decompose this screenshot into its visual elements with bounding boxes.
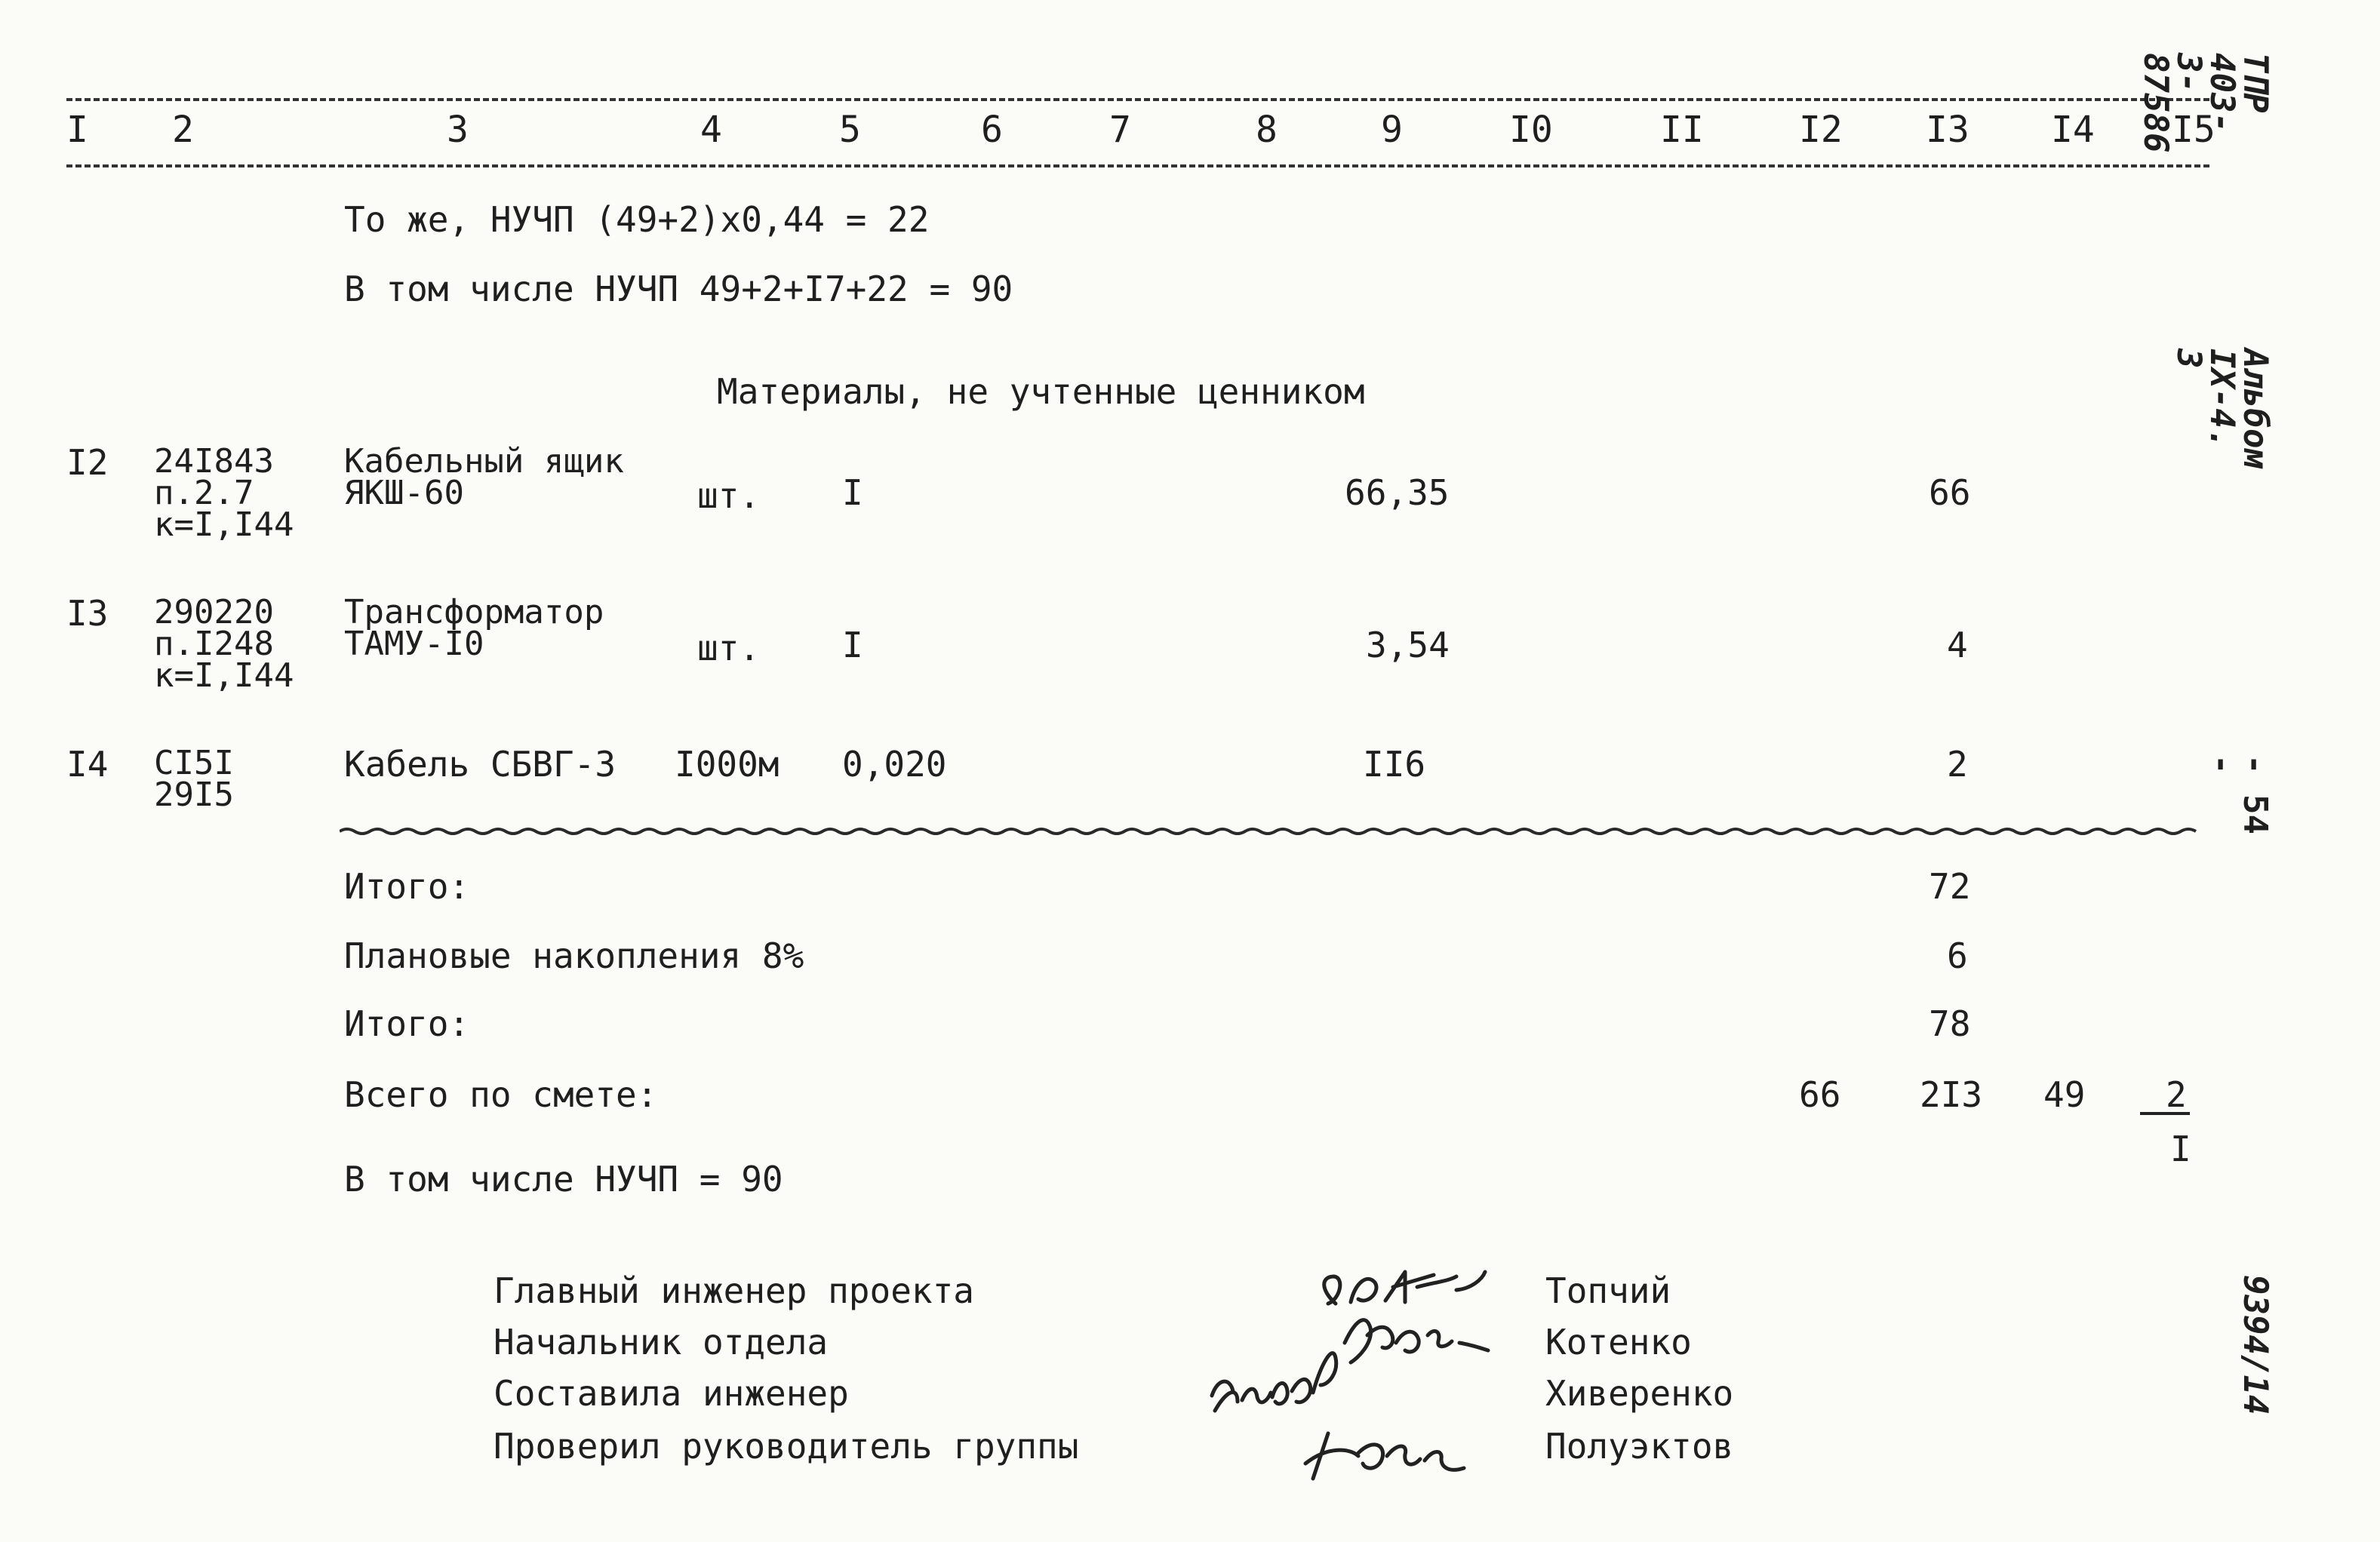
- role-group-leader: Проверил руководитель группы: [494, 1426, 1079, 1467]
- column-number-3: 3: [447, 109, 469, 151]
- estimate-total-col13: 2I3: [1920, 1074, 1983, 1115]
- summary-separator: [340, 824, 2203, 839]
- margin-page-number: - 54 -: [2203, 754, 2274, 834]
- header-bottom-rule: [66, 164, 2209, 167]
- margin-inventory-number: 9394/14: [2236, 1275, 2274, 1415]
- row-name-line: Трансформатор: [344, 593, 604, 631]
- name-topchiy: Топчий: [1545, 1270, 1671, 1311]
- row-price: 66,35: [1345, 472, 1450, 513]
- column-number-1: I: [66, 109, 88, 151]
- row-name-line: Кабель СБВГ-3: [344, 744, 617, 785]
- row-name-line: Кабельный ящик: [344, 442, 624, 481]
- row-number: I4: [66, 744, 109, 785]
- same-nuchp-line: То же, НУЧП (49+2)х0,44 = 22: [344, 199, 930, 240]
- row-total: 2: [1947, 744, 1968, 785]
- row-code-line: 290220: [154, 593, 274, 631]
- row-unit: I000м: [675, 744, 779, 785]
- column-number-5: 5: [839, 109, 861, 151]
- column-number-9: 9: [1381, 109, 1403, 151]
- column-number-11: II: [1660, 109, 1704, 151]
- row-code-line: п.2.7: [154, 474, 254, 512]
- row-number: I3: [66, 593, 109, 634]
- role-department-head: Начальник отдела: [494, 1322, 829, 1362]
- estimate-total-col12: 66: [1799, 1074, 1841, 1115]
- row-code-line: п.I248: [154, 625, 274, 663]
- estimate-total-col15-top: 2: [2166, 1074, 2187, 1115]
- row-total: 4: [1947, 625, 1968, 665]
- row-qty: I: [842, 625, 863, 665]
- estimate-total-col15-bottom: I: [2170, 1129, 2191, 1169]
- column-number-15: I5: [2172, 109, 2215, 151]
- row-qty: 0,020: [842, 744, 947, 785]
- row-price: 3,54: [1366, 625, 1450, 665]
- row-code-line: к=I,I44: [154, 656, 294, 695]
- itogo-label-2: Итого:: [344, 1003, 470, 1044]
- itogo-label: Итого:: [344, 866, 470, 907]
- column-number-8: 8: [1256, 109, 1278, 151]
- column-number-10: I0: [1509, 109, 1553, 151]
- column-number-14: I4: [2051, 109, 2095, 151]
- header-top-rule: [66, 98, 2209, 101]
- planned-savings-label: Плановые накопления 8%: [344, 935, 804, 976]
- row-code-line: 29I5: [154, 776, 234, 814]
- name-poluektov: Полуэктов: [1545, 1426, 1734, 1467]
- role-chief-engineer: Главный инженер проекта: [494, 1270, 974, 1311]
- column-number-6: 6: [981, 109, 1003, 151]
- incl-nuchp-calc-line: В том числе НУЧП 49+2+I7+22 = 90: [344, 269, 1013, 309]
- itogo-value-2: 78: [1929, 1003, 1971, 1044]
- row-unit: шт.: [697, 628, 761, 668]
- row-qty: I: [842, 472, 863, 513]
- planned-savings-value: 6: [1947, 935, 1968, 976]
- row-unit: шт.: [697, 475, 761, 516]
- row-price: II6: [1363, 744, 1426, 785]
- column-number-7: 7: [1109, 109, 1131, 151]
- name-khiverenko: Хиверенко: [1545, 1373, 1734, 1414]
- column-number-13: I3: [1926, 109, 1969, 151]
- row-number: I2: [66, 442, 109, 483]
- row-total: 66: [1929, 472, 1971, 513]
- incl-nuchp-line: В том числе НУЧП = 90: [344, 1159, 783, 1200]
- fraction-line: [2140, 1112, 2190, 1115]
- column-number-2: 2: [172, 109, 194, 151]
- estimate-total-col14: 49: [2043, 1074, 2086, 1115]
- column-number-4: 4: [700, 109, 722, 151]
- estimate-total-label: Всего по смете:: [344, 1074, 658, 1115]
- row-code-line: 24I843: [154, 442, 274, 481]
- row-name-line: ТАМУ-I0: [344, 625, 484, 663]
- handwritten-signatures: [1207, 1230, 1554, 1501]
- name-kotenko: Котенко: [1545, 1322, 1692, 1362]
- itogo-value: 72: [1929, 866, 1971, 907]
- column-number-12: I2: [1799, 109, 1843, 151]
- margin-album: Альбом IX-4. 3: [2169, 349, 2274, 468]
- margin-doc-code: ТПР 403-3-87586: [2136, 53, 2274, 153]
- role-compiler-engineer: Составила инженер: [494, 1373, 849, 1414]
- row-code-line: CI5I: [154, 744, 234, 782]
- row-name-line: ЯКШ-60: [344, 474, 464, 512]
- row-code-line: к=I,I44: [154, 505, 294, 544]
- materials-header: Материалы, не учтенные ценником: [717, 371, 1365, 412]
